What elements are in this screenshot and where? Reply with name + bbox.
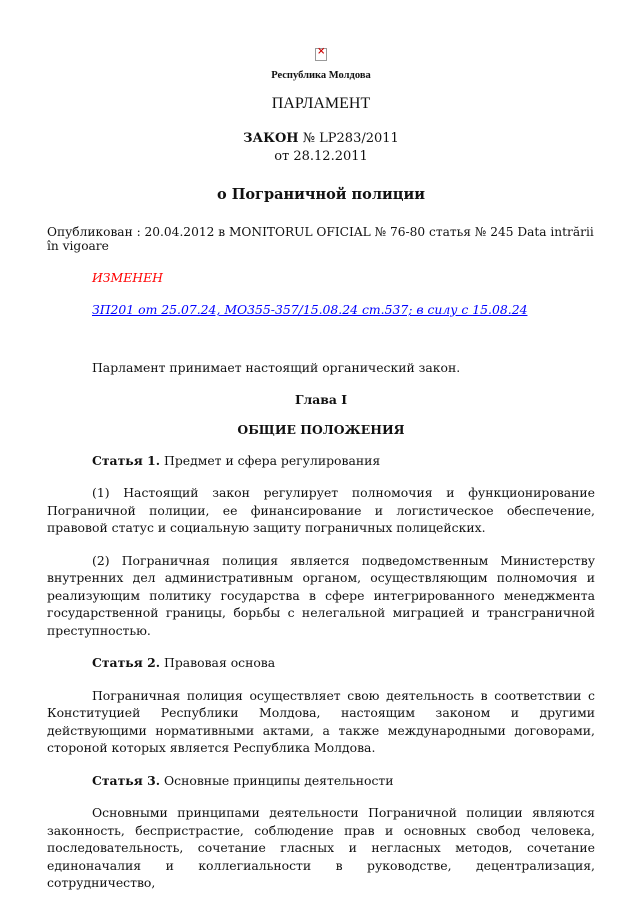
article-3-heading [47, 772, 595, 790]
article-2-heading [47, 654, 595, 672]
publication-info: Опубликован : 20.04.2012 в MONITORUL OFICIAL № 76-80 статья № 245 Data intrării în vigoare [47, 225, 594, 253]
parliament-heading: ПАРЛАМЕНТ [271, 95, 371, 112]
article-paragraph: Основными принципами деятельности Пограничной полиции являются законность, беспристрастие, соблюдение прав и основных свобод человека, последовательность, сочетание гласных и негласных методов, сочетание единоначалия и коллегиальности в руководстве, децентрализация, сотрудничество, [47, 805, 595, 890]
article-1-heading [47, 452, 595, 470]
article-title: Предмет и сфера регулирования [164, 452, 381, 468]
article-label: Статья 2. [92, 655, 161, 670]
country-name: Республика Молдова [271, 70, 371, 81]
article-label: Статья 3. [92, 772, 161, 788]
article-paragraph: (2) Пограничная полиция является подведомственным Министерству внутренних дел административным органом, осуществляющим полномочия и реализующим политику государства в сфере интегрированного менеджмента государственной границы, борьбы с нелегальной миграцией и трансграничной преступностью. [47, 552, 595, 638]
law-date: от 28.12.2011 [274, 149, 368, 164]
chapter-number: Глава I [294, 391, 348, 407]
law-number [47, 130, 595, 166]
article-paragraph: (1) Настоящий закон регулирует полномочия и функционирование Пограничной полиции, ее финансирование и логистическое обеспечение, правовой статус и социальную защиту пограничных полицейских. [47, 485, 595, 535]
law-title: о Пограничной полиции [216, 186, 426, 203]
preamble: Парламент принимает настоящий органический закон. [92, 360, 461, 375]
law-label: ЗАКОН [243, 131, 299, 146]
article-paragraph: Пограничная полиция осуществляет свою деятельность в соответствии с Конституцией Республики Молдова, настоящим законом и другими действующими нормативными актами, а также международными договорами, стороной которых является Республика Молдова. [47, 687, 595, 755]
broken-image-icon [315, 48, 327, 61]
article-title: Правовая основа [164, 655, 276, 670]
chapter-title: ОБЩИЕ ПОЛОЖЕНИЯ [237, 421, 405, 437]
law-number-value: № LP283/2011 [302, 131, 399, 146]
modified-label: ИЗМЕНЕН [92, 270, 163, 285]
modification-link[interactable]: ЗП201 от 25.07.24, MO355-357/15.08.24 ст.537; в силу с 15.08.24 [92, 302, 528, 317]
article-title: Основные принципы деятельности [164, 772, 394, 788]
article-label: Статья 1. [92, 452, 161, 468]
